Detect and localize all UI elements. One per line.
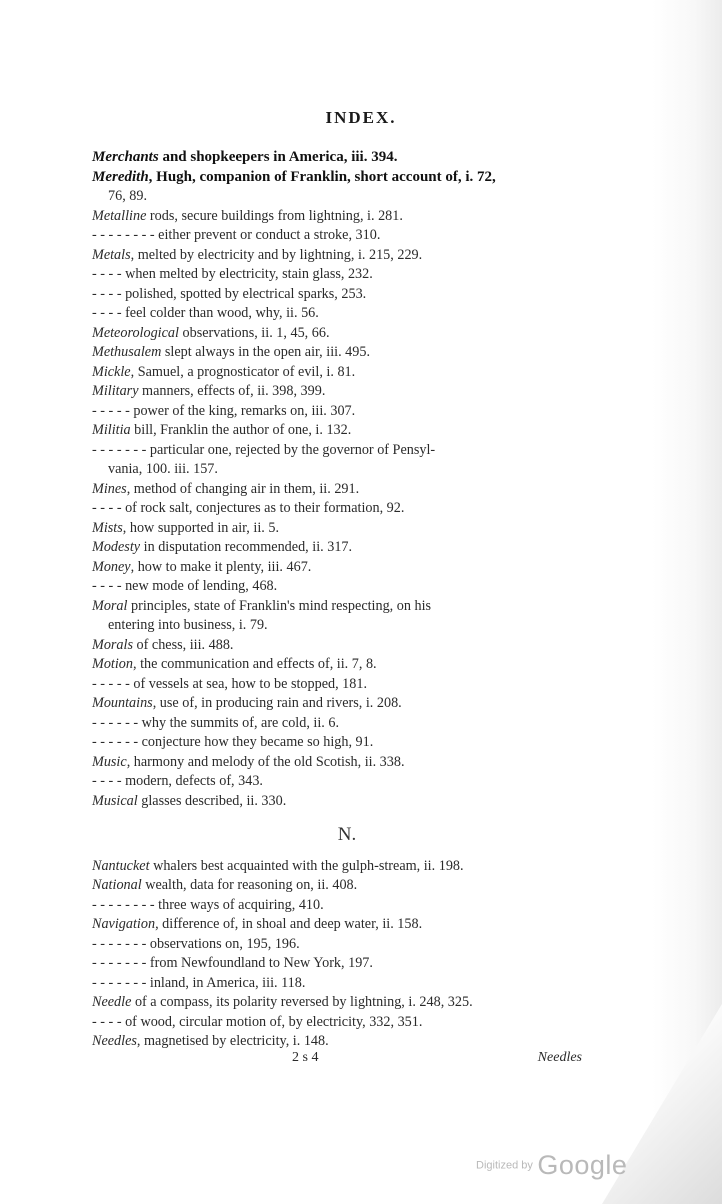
entry-text: , how to make it plenty, iii. 467. [130,558,312,575]
entry-text: , how supported in air, ii. 5. [122,519,280,536]
index-entry [92,954,602,974]
index-entry [92,441,602,461]
entry-text: - - - - feel colder than wood, why, ii. 56. [92,305,319,321]
entry-text: glasses described, ii. 330. [137,792,287,809]
entry-text: wealth, data for reasoning on, ii. 408. [141,877,358,893]
entry-text: , use of, in producing rain and rivers, i. 208. [152,695,402,711]
entry-headword: Metals [92,246,131,263]
index-entry [92,226,602,246]
entry-headword: Motion [92,656,133,672]
entry-text: - - - - when melted by electricity, stain glass, 232. [92,266,373,282]
entry-text: entering into business, i. 79. [108,617,268,633]
index-entry [92,792,602,812]
entry-text: - - - - - - - particular one, rejected by the governor of Pensyl- [92,441,436,458]
index-entry [92,597,602,617]
index-entry [92,421,602,441]
index-entry [92,519,602,539]
entry-text: in disputation recommended, ii. 317. [140,539,353,555]
entry-text: , magnetised by electricity, i. 148. [136,1033,329,1049]
digitization-watermark [476,1150,627,1181]
entry-text: bill, Franklin the author of one, i. 132. [130,422,352,438]
entry-text: 76, 89. [108,188,148,204]
index-entry [92,714,602,734]
entry-text: , Samuel, a prognosticator of evil, i. 81. [130,363,356,380]
index-entry [92,733,602,753]
index-section-n [92,857,602,1052]
entry-headword: Modesty [92,539,141,555]
entry-text: - - - - - - - inland, in America, iii. 118. [92,974,306,991]
index-entry [92,265,602,285]
index-entry [92,207,602,227]
signature-mark: 2 s 4 [292,1050,319,1065]
entry-text: - - - - modern, defects of, 343. [92,773,263,789]
entry-text: , harmony and melody of the old Scotish, ii. 338. [126,753,405,770]
index-entry [92,993,602,1013]
index-entry [92,285,602,305]
entry-text: principles, state of Franklin's mind respecting, on his [127,597,432,614]
entry-headword: Meteorological [92,324,179,341]
entry-headword: Mists [92,519,123,536]
index-entry [92,363,602,383]
entry-headword: Military [92,383,139,399]
index-entry [92,636,602,656]
entry-text: and shopkeepers in America, iii. 394. [158,149,398,165]
index-entry [92,558,602,578]
index-entry [92,499,602,519]
entry-text: - - - - - power of the king, remarks on, iii. 307. [92,402,356,419]
entry-headword: Mountains [92,695,153,711]
entry-text: vania, 100. iii. 157. [108,461,218,477]
entry-text: - - - - - - conjecture how they became so high, 91. [92,734,374,750]
index-entry [92,772,602,792]
entry-headword: Needles [92,1033,137,1049]
index-entry [92,577,602,597]
entry-headword: Militia [92,422,131,438]
entry-text: , Hugh, companion of Franklin, short account of, i. 72, [148,168,496,185]
entry-text: - - - - - - - - either prevent or conduct a stroke, 310. [92,227,381,243]
index-entry [92,538,602,558]
entry-headword: Needle [92,994,132,1010]
watermark-prefix: Digitized by [476,1159,533,1172]
entry-text: , method of changing air in them, ii. 291. [126,480,360,497]
page-header: INDEX. [325,108,397,127]
entry-text: slept always in the open air, iii. 495. [161,344,371,360]
entry-headword: National [92,877,142,893]
entry-text: of a compass, its polarity reversed by lightning, i. 248, 325. [131,994,473,1010]
entry-text: rods, secure buildings from lightning, i. 281. [146,207,403,224]
index-entry [92,694,602,714]
index-entries [92,148,602,1052]
entry-headword: Metalline [92,207,147,224]
index-entry [92,857,602,877]
index-section-m [92,148,602,811]
index-entry [92,1032,602,1052]
entry-text: - - - - polished, spotted by electrical sparks, 253. [92,285,367,302]
entry-headword: Methusalem [92,344,162,360]
section-letter-n: N. [337,824,357,845]
entry-text: - - - - - - - observations on, 195, 196. [92,935,300,952]
index-entry [92,974,602,994]
entry-text: - - - - of wood, circular motion of, by electricity, 332, 351. [92,1013,423,1030]
index-entry [92,915,602,935]
entry-text: , difference of, in shoal and deep water, ii. 158. [155,916,423,932]
watermark-brand: Google [537,1150,628,1180]
entry-headword: Meredith [92,168,149,185]
page-footer [92,1050,582,1072]
entry-text: observations, ii. 1, 45, 66. [178,324,330,341]
index-entry [92,896,602,916]
entry-text: , the communication and effects of, ii. 7, 8. [132,656,377,672]
index-entry [92,246,602,266]
entry-text: whalers best acquainted with the gulph-stream, ii. 198. [149,857,464,874]
index-entry [92,460,602,480]
index-entry [92,324,602,344]
entry-text: manners, effects of, ii. 398, 399. [138,383,326,399]
entry-text: - - - - - of vessels at sea, how to be stopped, 181. [92,675,368,692]
entry-headword: Nantucket [92,857,150,874]
entry-text: - - - - - - - from Newfoundland to New York, 197. [92,955,373,971]
entry-text: - - - - - - - - three ways of acquiring, 410. [92,896,324,913]
entry-headword: Money [92,558,131,575]
index-entry [92,675,602,695]
index-entry [92,616,602,636]
entry-headword: Navigation [92,916,156,932]
entry-headword: Mines [92,480,127,497]
entry-text: - - - - - - why the summits of, are cold, ii. 6. [92,714,340,731]
index-entry [92,343,602,363]
index-entry [92,382,602,402]
entry-headword: Moral [92,597,128,614]
index-entry [92,1013,602,1033]
index-entry [92,304,602,324]
entry-headword: Music [92,753,127,770]
entry-text: - - - - new mode of lending, 468. [92,578,278,594]
index-entry [92,402,602,422]
entry-headword: Mickle [92,363,131,380]
index-entry [92,148,602,168]
entry-text: of chess, iii. 488. [133,636,234,653]
index-entry [92,480,602,500]
index-entry [92,187,602,207]
index-entry [92,753,602,773]
index-entry [92,935,602,955]
entry-headword: Musical [92,792,138,809]
entry-headword: Merchants [92,149,159,165]
index-entry [92,655,602,675]
entry-text: , melted by electricity and by lightning, i. 215, 229. [130,246,423,263]
entry-headword: Morals [92,636,133,653]
catchword: Needles [537,1050,582,1065]
index-entry [92,876,602,896]
entry-text: - - - - of rock salt, conjectures as to their formation, 92. [92,500,405,516]
index-entry [92,168,602,188]
